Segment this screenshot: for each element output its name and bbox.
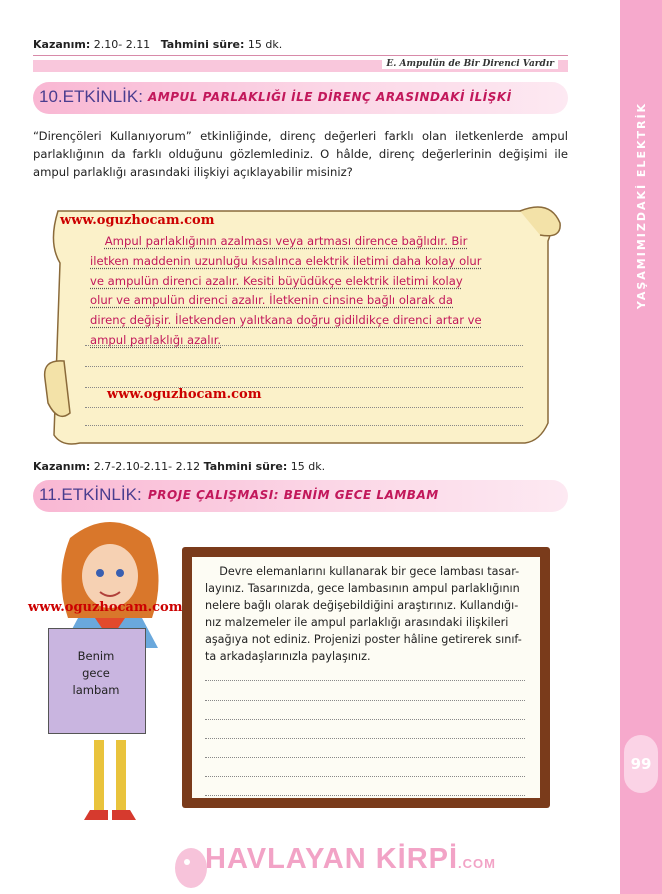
activity11-title: PROJE ÇALIŞMASI: BENİM GECE LAMBAM [148,488,439,502]
activity10-answer [90,232,518,351]
section-title: E. Ampulün de Bir Direnci Vardır [382,59,558,69]
sidebar-title: YAŞAMIMIZDAKİ ELEKTRİK [635,101,649,309]
blank-line [205,700,525,701]
watermark-1: www.oguzhocam.com [60,213,215,228]
activity11-header [33,480,568,512]
activity10-number: 10.ETKİNLİK: [39,87,143,106]
blank-line [205,680,525,681]
sign-text: Benim gece lambam [72,649,120,697]
watermark-2: www.oguzhocam.com [107,387,262,402]
answer-line: ampul parlaklığı azalır. [90,332,222,347]
blank-line [85,345,523,346]
blank-line [205,757,525,758]
blank-line [85,366,523,367]
activity11-number: 11.ETKİNLİK: [39,485,142,504]
answer-line: olur ve ampulün direnci azalır. İletkenin cinsine bağlı olarak da [90,293,453,308]
blank-line [205,719,525,720]
answer-line: direnç değişir. İletkenden yalıtkana doğru gidildikçe direnci artar ve [90,313,482,328]
blank-line [205,795,525,796]
header-rule [33,55,568,56]
blank-line [205,738,525,739]
blank-line [85,407,523,408]
blank-line [85,425,523,426]
answer-line: Ampul parlaklığının azalması veya artması dirence bağlıdır. Bir [104,234,468,248]
brand-logo-text: HAVLAYAN KİRPİ.COM [205,843,496,875]
section-band [33,60,568,72]
activity10-header [33,82,568,114]
activity10-question: “Dirençöleri Kullanıyorum” etkinliğinde, direnç değerleri farklı olan iletkenlerde ampul parlaklığının da farklı olduğunu gözlemlediniz. O hâlde, direnç değerlerinin değişimi ile ampul parlaklığı arasındaki ilişkiyi açıklayabilir misiniz? [33,129,568,179]
answer-line: ve ampulün direnci azalır. Kesiti büyüdükçe elektrik iletimi kolay [90,273,463,288]
activity11-instructions: Devre elemanlarını kullanarak bir gece lambası tasar- layınız. Tasarınızda, gece lambasının ampul parlaklığının nelere bağlı olarak değişebildiğini araştırınız. Kullandığı- nız malzemeler ile ampul parlaklığı arasındaki ilişkileri aşağıya not ediniz. Projenizi poster hâline getirerek sınıf- ta arkadaşlarınızla paylaşınız. [205,565,522,663]
answer-line: iletken maddenin uzunluğu kısalınca elektrik iletimi daha kolay olur [90,253,482,268]
activity10-title: AMPUL PARLAKLIĞI İLE DİRENÇ ARASINDAKİ İLİŞKİ [148,90,512,104]
page-number: 99 [624,735,658,793]
kazanim-top: Kazanım: 2.10- 2.11 Tahmini süre: 15 dk. [33,38,283,51]
kazanim-bottom: Kazanım: 2.7-2.10-2.11- 2.12 Tahmini süre: 15 dk. [33,460,326,473]
blank-line [205,776,525,777]
watermark-3: www.oguzhocam.com [28,600,183,615]
